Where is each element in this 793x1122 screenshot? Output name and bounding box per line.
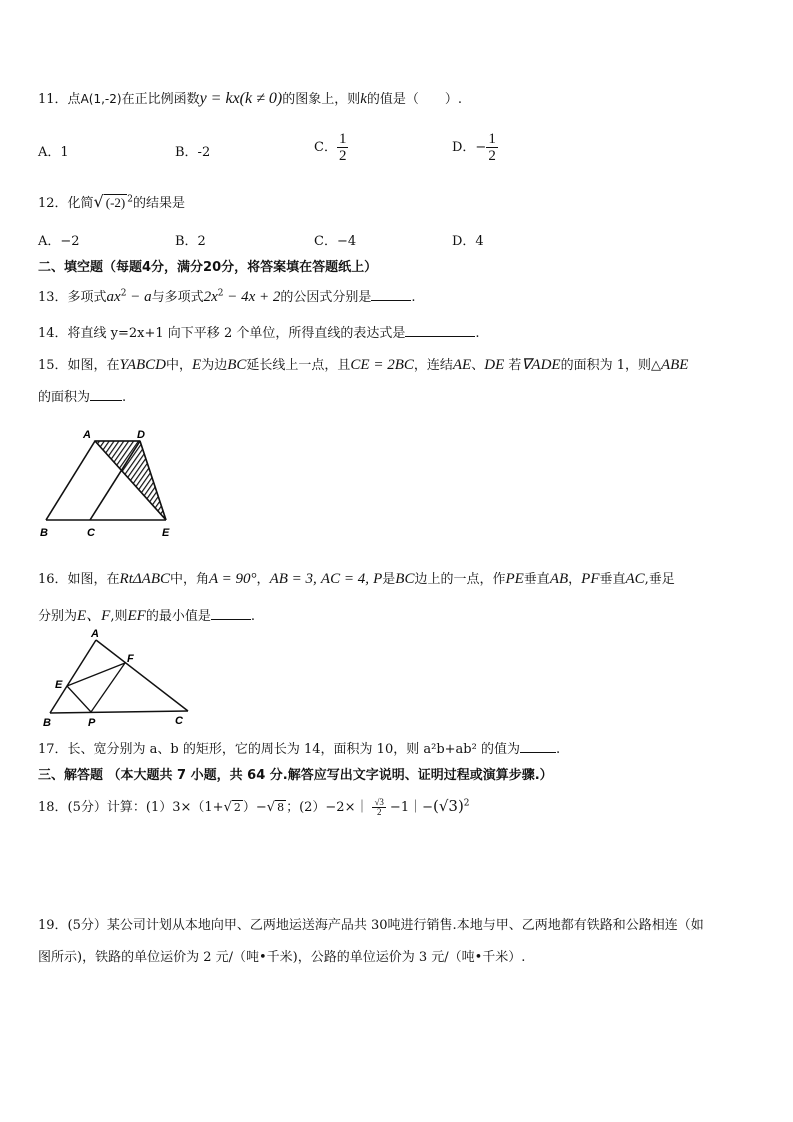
q13-expr2-tail: − 4x + 2 [223,289,281,305]
question-15-line-1 [38,354,688,374]
fig16-label-f: F [127,653,134,665]
question-14 [38,322,480,341]
q15-text-f: 若 [504,358,522,373]
q15-period: . [122,390,127,405]
question-15-line-2 [38,386,126,405]
q16-point-p: P [373,571,383,587]
q13-expr1-tail: − a [126,289,152,305]
q16-feet: E、F [77,608,111,624]
question-16-line-1 [38,568,675,588]
q13-expr2: 2x [203,289,218,305]
q11-option-a[interactable]: A．1 [38,145,69,160]
q11-option-d-denominator: 2 [488,148,496,164]
question-12 [38,192,185,211]
q17-answer-blank[interactable] [520,740,556,753]
q12-radicand: (-2) [105,195,126,210]
q11-text-c: 的图象上，则 [282,92,361,107]
q16-ab-side: AB [549,571,569,587]
q15-bc: BC [227,357,247,373]
section-3-heading: 三、解答题 （本大题共 7 小题，共 64 分.解答应写出文字说明、证明过程或演算步骤.） [38,768,553,783]
question-19-line-1: 19．(5分）某公司计划从本地向甲、乙两地运送海产品共 30吨进行销售.本地与甲、乙两地都有铁路和公路相连（如 [38,918,704,933]
q18-fraction-denominator: 2 [376,807,382,817]
q11-option-d-label: D．− [452,140,487,155]
q13-period: . [411,290,416,305]
q11-option-d-fraction [486,131,498,164]
q11-k: k [360,91,367,107]
q15-point-e: E [192,357,202,373]
q11-point: A(1,-2) [80,92,122,106]
fig16-label-p: P [88,717,96,728]
q16-text-c: ， [256,572,270,587]
q14-text: 14．将直线 y=2x+1 向下平移 2 个单位，所得直线的表达式是 [38,326,406,341]
q15-text-a: 15．如图，在 [38,358,120,373]
q16-bc: BC [395,571,415,587]
fig15-label-c: C [87,527,95,539]
q16-ef: EF [127,608,146,624]
q15-sep: 、 [471,358,485,373]
q13-mid: 与多项式 [151,290,204,305]
q13-number: 13．多项式 [38,290,107,305]
q12-text: 的结果是 [132,196,185,211]
question-18 [38,796,470,817]
q13-expr2-sup: 2 [217,288,224,299]
q11-option-c-numerator: 1 [338,131,347,147]
q18-text-e: (√3) [432,797,464,815]
figure-15 [36,426,176,541]
sqrt-icon: √ [93,192,104,211]
q18-radicand-2: 2 [233,801,241,814]
q18-fraction [372,798,385,817]
q16-answer-blank[interactable] [211,607,251,620]
q11-option-b[interactable]: B．-2 [175,145,211,160]
q16-angle: A = 90° [209,571,257,587]
q18-radicand-8: 8 [277,801,285,814]
figure-16 [40,626,200,728]
q13-answer-blank[interactable] [371,288,411,301]
q15-de: DE [484,357,505,373]
q16-line2-b: ,则 [110,609,128,624]
segment-ab [46,441,95,520]
question-16-line-2 [38,604,255,625]
q12-option-d[interactable]: D．4 [452,234,484,249]
q16-text-h: 垂直 [599,572,626,587]
q11-text-d: 的值是（ ）. [366,92,463,107]
q11-number: 11． [38,92,68,107]
q13-expr1-sup: 2 [120,288,127,299]
sqrt-icon: √ [266,800,276,815]
q15-equation: CE = 2BC [350,357,414,373]
q16-line2-a: 分别为 [38,609,78,624]
question-13 [38,286,416,306]
q11-text-a: 点 [67,92,81,107]
q12-option-c[interactable]: C．−4 [314,234,357,249]
q12-power: 2 [127,194,133,205]
sqrt-icon: √ [223,800,232,815]
fig16-label-b: B [43,717,51,728]
question-19-line-2: 图所示)，铁路的单位运价为 2 元/（吨•千米)，公路的单位运价为 3 元/（吨•千米）. [38,950,526,965]
q16-text-b: 中，角 [170,572,210,587]
fig15-label-a: A [83,429,91,441]
q15-text-d: 延长线上一点，且 [246,358,351,373]
q16-line2-c: 的最小值是 [145,609,211,624]
fig16-label-a: A [91,628,99,640]
q16-text-a: 16．如图，在 [38,572,120,587]
question-17 [38,738,560,757]
q13-end: 的公因式分别是 [280,290,372,305]
q15-ae: AE [452,357,472,373]
q18-text-d: −1｜− [389,800,433,815]
q16-text-g: ， [568,572,582,587]
segment-pe [67,686,91,712]
q15-text-e: ，连结 [413,358,453,373]
fig15-label-d: D [137,429,145,441]
segment-ac [96,640,188,711]
q14-answer-blank[interactable] [405,324,475,337]
q15-line2-text: 的面积为 [38,390,91,405]
q18-text-b: ）− [242,800,267,815]
q18-power: 2 [463,798,470,809]
q16-ab: AB = 3, [269,571,317,587]
q11-text-b: 在正比例函数 [121,92,200,107]
q14-period: . [475,326,480,341]
q16-text-f: 垂直 [523,572,550,587]
section-2-heading: 二、填空题（每题4分，满分20分，将答案填在答题纸上） [38,260,378,275]
fig15-label-b: B [40,527,48,539]
q12-number: 12．化简 [38,196,94,211]
question-11 [38,88,462,108]
q17-period: . [555,742,561,757]
q16-ac: AC = 4, [320,571,369,587]
q16-ac-side: AC [625,571,645,587]
fig16-label-e: E [55,679,63,691]
q15-text-g: 的面积为 1，则△ [560,358,661,373]
q18-text-a: 18．(5分）计算：(1）3×（1+ [38,800,224,815]
q15-text-c: 为边 [201,358,228,373]
q16-period: . [250,609,255,624]
q11-function: y = kx(k ≠ 0) [199,90,283,107]
q11-option-d[interactable] [452,131,498,164]
q16-text-i: ,垂足 [644,572,675,587]
q16-right-triangle: RtΔABC [119,571,171,587]
q12-option-b[interactable]: B．2 [175,234,206,249]
q11-option-c-label: C． [314,140,337,155]
q17-text: 17．长、宽分别为 a、b 的矩形，它的周长为 14，面积为 10，则 a²b+ab² 的值为 [38,742,520,757]
segment-bc [50,711,188,713]
q15-triangle-ade: ∇ADE [521,357,561,373]
q15-answer-blank[interactable] [90,388,122,401]
q11-option-c-denominator: 2 [338,148,347,164]
q16-pf: PF [581,571,600,587]
q15-abe: ABE [660,357,689,373]
q13-expr1: ax [106,289,121,305]
q12-option-a[interactable]: A．−2 [38,234,80,249]
q11-option-d-numerator: 1 [488,131,496,147]
q16-text-e: 边上的一点，作 [414,572,506,587]
q15-text-b: 中， [166,358,193,373]
q18-fraction-numerator: √3 [374,797,384,807]
q11-option-c[interactable] [314,131,348,164]
fig15-label-e: E [162,527,170,539]
q15-parallelogram: YABCD [119,357,167,373]
fig16-label-c: C [175,715,183,727]
q16-pe: PE [505,571,524,587]
q11-option-c-fraction [337,131,349,164]
segment-ab [50,640,96,713]
q16-text-d: 是 [382,572,396,587]
q18-text-c: ；(2）−2×｜ [286,800,369,815]
